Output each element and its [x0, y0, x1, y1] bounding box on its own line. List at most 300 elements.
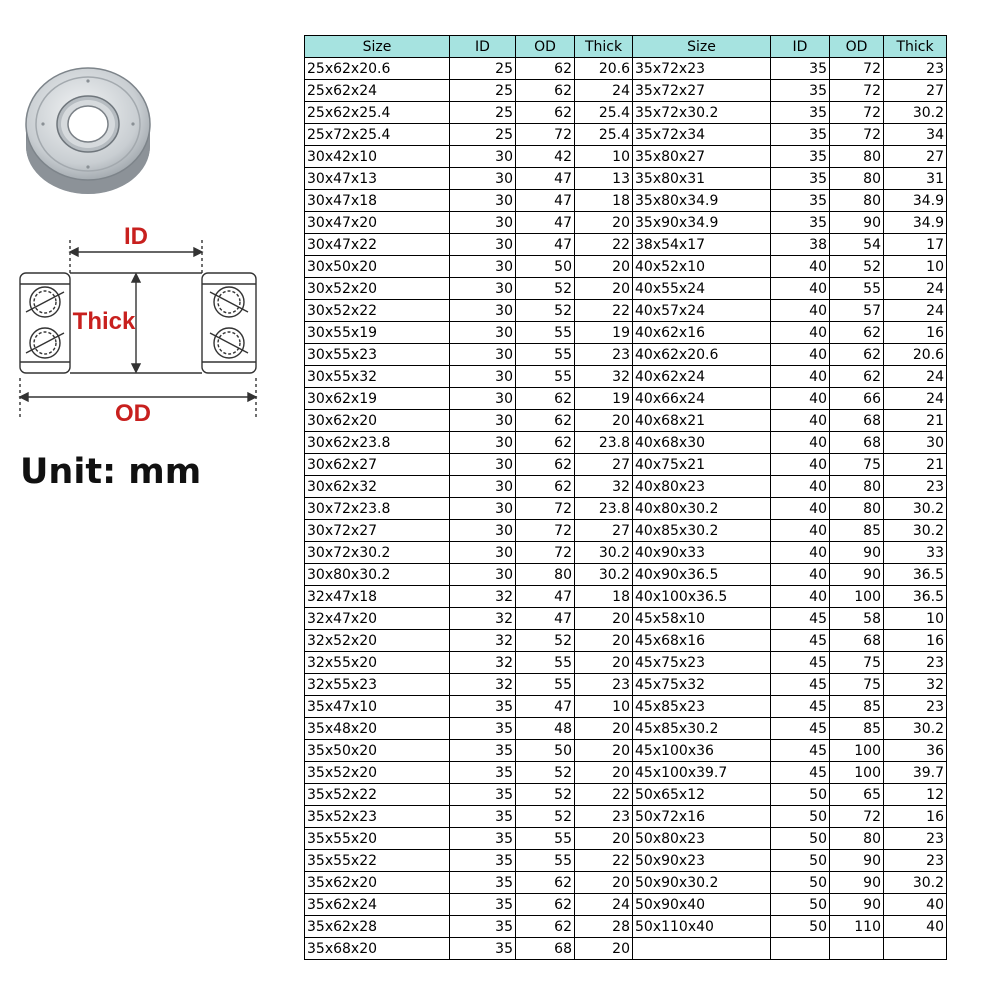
table-cell-size: 35x80x27 [633, 146, 771, 168]
table-cell-od: 90 [830, 212, 884, 234]
table-cell-thick: 20 [575, 652, 633, 674]
table-cell-id: 32 [450, 608, 516, 630]
table-cell-id: 45 [771, 762, 830, 784]
table-cell-size: 45x68x16 [633, 630, 771, 652]
table-row [305, 762, 947, 784]
table-cell-id: 50 [771, 828, 830, 850]
table-cell-size: 35x68x20 [305, 938, 450, 960]
table-cell-size: 50x72x16 [633, 806, 771, 828]
table-cell-id: 45 [771, 608, 830, 630]
table-cell-thick: 21 [884, 454, 947, 476]
table-row [305, 58, 947, 80]
table-row [305, 630, 947, 652]
table-cell-size: 35x55x20 [305, 828, 450, 850]
table-cell-size [633, 938, 771, 960]
table-cell-size: 40x90x36.5 [633, 564, 771, 586]
table-cell-od: 62 [516, 432, 575, 454]
table-cell-thick: 23.8 [575, 432, 633, 454]
table-cell-size: 30x62x32 [305, 476, 450, 498]
table-cell-id: 40 [771, 256, 830, 278]
table-cell-size: 35x48x20 [305, 718, 450, 740]
table-cell-id: 25 [450, 102, 516, 124]
table-row [305, 212, 947, 234]
table-cell-id: 30 [450, 432, 516, 454]
table-cell-od: 54 [830, 234, 884, 256]
bearing-cross-section-icon [8, 218, 270, 430]
table-cell-thick: 12 [884, 784, 947, 806]
table-cell-thick: 24 [884, 300, 947, 322]
table-cell-od: 55 [516, 322, 575, 344]
table-cell-id: 30 [450, 520, 516, 542]
table-cell-od: 80 [830, 828, 884, 850]
table-cell-size: 35x52x22 [305, 784, 450, 806]
table-cell-od: 80 [830, 476, 884, 498]
table-cell-thick: 23 [884, 850, 947, 872]
table-cell-od: 47 [516, 168, 575, 190]
table-cell-id: 32 [450, 652, 516, 674]
table-cell-size: 32x47x18 [305, 586, 450, 608]
table-cell-od: 110 [830, 916, 884, 938]
table-cell-od: 85 [830, 520, 884, 542]
table-cell-thick: 22 [575, 784, 633, 806]
table-cell-id: 25 [450, 58, 516, 80]
table-cell-thick: 23 [575, 806, 633, 828]
table-cell-size: 50x65x12 [633, 784, 771, 806]
table-row [305, 784, 947, 806]
table-cell-thick: 22 [575, 234, 633, 256]
ball-bearing-photo [18, 46, 158, 196]
table-cell-size: 40x90x33 [633, 542, 771, 564]
table-cell-id: 35 [771, 168, 830, 190]
table-cell-thick: 23 [884, 652, 947, 674]
table-cell-id: 50 [771, 894, 830, 916]
table-cell-od: 68 [830, 410, 884, 432]
table-cell-id: 50 [771, 872, 830, 894]
table-row [305, 146, 947, 168]
table-cell-thick: 21 [884, 410, 947, 432]
table-cell-size: 32x55x23 [305, 674, 450, 696]
table-cell-od: 57 [830, 300, 884, 322]
table-cell-od: 62 [516, 410, 575, 432]
column-header-thick-right: Thick [884, 36, 947, 58]
table-cell-thick: 27 [575, 520, 633, 542]
table-cell-id: 30 [450, 344, 516, 366]
table-cell-size: 30x55x19 [305, 322, 450, 344]
table-cell-od: 52 [516, 806, 575, 828]
column-header-size-left: Size [305, 36, 450, 58]
table-cell-size: 30x47x13 [305, 168, 450, 190]
table-cell-size: 35x80x31 [633, 168, 771, 190]
table-cell-id: 35 [450, 938, 516, 960]
table-cell-id: 38 [771, 234, 830, 256]
table-cell-id: 50 [771, 850, 830, 872]
table-cell-thick: 32 [575, 476, 633, 498]
table-cell-size: 45x85x23 [633, 696, 771, 718]
table-cell-od: 72 [830, 806, 884, 828]
table-cell-od: 62 [516, 916, 575, 938]
table-cell-size: 30x72x23.8 [305, 498, 450, 520]
table-row [305, 124, 947, 146]
table-cell-id: 32 [450, 674, 516, 696]
table-cell-od: 50 [516, 740, 575, 762]
id-label: ID [124, 223, 148, 250]
table-row [305, 366, 947, 388]
table-cell-id: 40 [771, 366, 830, 388]
table-cell-id: 35 [450, 784, 516, 806]
table-cell-thick: 23 [575, 674, 633, 696]
table-cell-od: 55 [516, 366, 575, 388]
table-cell-size: 40x80x23 [633, 476, 771, 498]
table-cell-od: 72 [516, 124, 575, 146]
table-cell-od: 72 [516, 542, 575, 564]
table-cell-size: 40x52x10 [633, 256, 771, 278]
table-cell-thick: 20 [575, 278, 633, 300]
table-cell-od: 80 [830, 498, 884, 520]
table-row [305, 696, 947, 718]
table-row [305, 916, 947, 938]
table-cell-od: 72 [516, 520, 575, 542]
table-cell-thick: 20 [575, 718, 633, 740]
table-cell-id: 30 [450, 322, 516, 344]
table-cell-od: 72 [830, 80, 884, 102]
table-cell-od: 62 [516, 476, 575, 498]
table-row [305, 454, 947, 476]
table-cell-od: 80 [516, 564, 575, 586]
table-cell-thick: 20 [575, 608, 633, 630]
table-cell-id: 35 [450, 850, 516, 872]
table-row [305, 388, 947, 410]
table-cell-id: 45 [771, 674, 830, 696]
table-row [305, 80, 947, 102]
table-row [305, 740, 947, 762]
table-cell-od: 55 [830, 278, 884, 300]
table-cell-id: 30 [450, 190, 516, 212]
table-cell-id: 40 [771, 564, 830, 586]
table-cell-od: 52 [516, 762, 575, 784]
table-cell-thick: 34.9 [884, 190, 947, 212]
table-cell-id [771, 938, 830, 960]
table-cell-od: 68 [516, 938, 575, 960]
table-cell-thick: 31 [884, 168, 947, 190]
table-row [305, 520, 947, 542]
table-cell-size: 30x62x23.8 [305, 432, 450, 454]
table-cell-id: 40 [771, 344, 830, 366]
table-row [305, 168, 947, 190]
table-cell-od: 85 [830, 696, 884, 718]
table-cell-size: 30x80x30.2 [305, 564, 450, 586]
table-row [305, 652, 947, 674]
table-cell-size: 45x75x23 [633, 652, 771, 674]
table-cell-od: 66 [830, 388, 884, 410]
table-cell-thick: 22 [575, 300, 633, 322]
table-cell-size: 35x80x34.9 [633, 190, 771, 212]
table-cell-od: 75 [830, 652, 884, 674]
table-cell-size: 40x85x30.2 [633, 520, 771, 542]
table-cell-od: 47 [516, 212, 575, 234]
table-cell-id: 50 [771, 806, 830, 828]
table-cell-od: 72 [830, 58, 884, 80]
table-cell-od: 52 [516, 784, 575, 806]
table-cell-thick: 10 [575, 696, 633, 718]
table-cell-od: 55 [516, 828, 575, 850]
table-cell-od: 52 [516, 630, 575, 652]
table-cell-id: 30 [450, 278, 516, 300]
table-cell-thick: 23 [884, 696, 947, 718]
table-cell-size: 40x62x20.6 [633, 344, 771, 366]
table-cell-id: 30 [450, 564, 516, 586]
table-cell-od: 62 [516, 454, 575, 476]
table-cell-id: 25 [450, 80, 516, 102]
table-cell-od: 52 [830, 256, 884, 278]
table-cell-size: 30x52x22 [305, 300, 450, 322]
table-cell-size: 35x55x22 [305, 850, 450, 872]
table-cell-size: 32x55x20 [305, 652, 450, 674]
table-cell-od: 90 [830, 850, 884, 872]
table-cell-thick: 24 [884, 278, 947, 300]
table-cell-thick: 16 [884, 322, 947, 344]
table-cell-thick: 30.2 [884, 718, 947, 740]
table-row [305, 564, 947, 586]
table-cell-od: 100 [830, 586, 884, 608]
table-cell-thick: 16 [884, 630, 947, 652]
table-cell-od: 47 [516, 234, 575, 256]
table-cell-thick: 20 [575, 828, 633, 850]
table-cell-od: 62 [830, 366, 884, 388]
table-cell-od: 55 [516, 652, 575, 674]
table-cell-thick: 24 [884, 388, 947, 410]
table-cell-size: 30x47x20 [305, 212, 450, 234]
table-cell-size: 35x52x20 [305, 762, 450, 784]
table-cell-id: 35 [771, 190, 830, 212]
table-cell-od: 65 [830, 784, 884, 806]
table-cell-size: 25x62x25.4 [305, 102, 450, 124]
table-row [305, 300, 947, 322]
table-cell-id: 30 [450, 234, 516, 256]
table-cell-size: 30x50x20 [305, 256, 450, 278]
table-cell-id: 35 [771, 102, 830, 124]
table-cell-od: 52 [516, 300, 575, 322]
table-cell-id: 40 [771, 432, 830, 454]
table-cell-thick: 19 [575, 388, 633, 410]
table-cell-id: 35 [450, 806, 516, 828]
table-cell-id: 40 [771, 322, 830, 344]
table-cell-size: 30x72x30.2 [305, 542, 450, 564]
table-row [305, 894, 947, 916]
table-row [305, 674, 947, 696]
column-header-od-left: OD [516, 36, 575, 58]
column-header-id-left: ID [450, 36, 516, 58]
table-row [305, 278, 947, 300]
table-cell-thick: 20.6 [575, 58, 633, 80]
table-cell-id: 32 [450, 630, 516, 652]
table-cell-od: 52 [516, 278, 575, 300]
table-cell-size: 30x62x20 [305, 410, 450, 432]
table-cell-thick: 23.8 [575, 498, 633, 520]
table-cell-od: 62 [830, 322, 884, 344]
table-cell-size: 40x75x21 [633, 454, 771, 476]
table-cell-thick: 39.7 [884, 762, 947, 784]
table-cell-thick: 30.2 [884, 872, 947, 894]
table-cell-od: 62 [516, 388, 575, 410]
table-cell-size: 30x52x20 [305, 278, 450, 300]
table-cell-size: 40x57x24 [633, 300, 771, 322]
table-cell-size: 30x72x27 [305, 520, 450, 542]
table-cell-thick: 20 [575, 938, 633, 960]
table-cell-id: 30 [450, 454, 516, 476]
table-cell-od: 72 [830, 102, 884, 124]
table-row [305, 234, 947, 256]
table-cell-id: 35 [771, 80, 830, 102]
table-cell-od: 75 [830, 674, 884, 696]
table-cell-thick [884, 938, 947, 960]
table-cell-thick: 20.6 [884, 344, 947, 366]
column-header-thick-left: Thick [575, 36, 633, 58]
table-cell-thick: 20 [575, 740, 633, 762]
table-cell-size: 38x54x17 [633, 234, 771, 256]
table-cell-od: 47 [516, 696, 575, 718]
table-cell-size: 40x62x24 [633, 366, 771, 388]
table-row [305, 938, 947, 960]
table-cell-id: 35 [771, 58, 830, 80]
table-cell-size: 35x90x34.9 [633, 212, 771, 234]
table-cell-thick: 13 [575, 168, 633, 190]
table-cell-size: 35x62x20 [305, 872, 450, 894]
table-cell-id: 35 [450, 696, 516, 718]
table-cell-id: 30 [450, 410, 516, 432]
table-cell-size: 35x72x30.2 [633, 102, 771, 124]
table-cell-thick: 24 [575, 80, 633, 102]
table-row [305, 850, 947, 872]
table-row [305, 498, 947, 520]
table-cell-thick: 10 [884, 256, 947, 278]
table-cell-thick: 36.5 [884, 564, 947, 586]
table-cell-thick: 36.5 [884, 586, 947, 608]
table-cell-id: 40 [771, 498, 830, 520]
table-cell-thick: 30 [884, 432, 947, 454]
table-cell-od: 80 [830, 190, 884, 212]
table-cell-thick: 25.4 [575, 102, 633, 124]
table-cell-size: 45x100x39.7 [633, 762, 771, 784]
table-cell-od: 47 [516, 608, 575, 630]
table-cell-od: 58 [830, 608, 884, 630]
table-cell-thick: 30.2 [884, 520, 947, 542]
table-cell-size: 50x90x23 [633, 850, 771, 872]
table-cell-id: 35 [771, 212, 830, 234]
table-cell-size: 35x62x24 [305, 894, 450, 916]
table-cell-od: 62 [830, 344, 884, 366]
table-cell-size: 25x62x20.6 [305, 58, 450, 80]
table-cell-thick: 32 [884, 674, 947, 696]
table-cell-id: 40 [771, 300, 830, 322]
table-cell-thick: 32 [575, 366, 633, 388]
table-cell-thick: 40 [884, 894, 947, 916]
table-row [305, 872, 947, 894]
table-cell-thick: 28 [575, 916, 633, 938]
table-cell-size: 25x72x25.4 [305, 124, 450, 146]
table-cell-size: 30x55x32 [305, 366, 450, 388]
table-row [305, 542, 947, 564]
table-cell-id: 45 [771, 718, 830, 740]
table-cell-size: 30x55x23 [305, 344, 450, 366]
table-cell-size: 35x47x10 [305, 696, 450, 718]
table-cell-od: 55 [516, 850, 575, 872]
table-row [305, 608, 947, 630]
table-cell-od: 62 [516, 872, 575, 894]
table-cell-thick: 18 [575, 190, 633, 212]
table-cell-size: 45x75x32 [633, 674, 771, 696]
table-cell-id: 50 [771, 916, 830, 938]
table-cell-od: 72 [516, 498, 575, 520]
table-cell-size: 40x66x24 [633, 388, 771, 410]
thick-label: Thick [72, 308, 136, 335]
table-cell-size: 35x72x34 [633, 124, 771, 146]
table-cell-id: 30 [450, 366, 516, 388]
table-cell-od: 48 [516, 718, 575, 740]
table-row [305, 256, 947, 278]
table-cell-size: 35x50x20 [305, 740, 450, 762]
table-cell-id: 35 [450, 894, 516, 916]
table-cell-id: 40 [771, 388, 830, 410]
unit-label: Unit: mm [20, 452, 202, 492]
table-cell-size: 45x58x10 [633, 608, 771, 630]
table-cell-id: 40 [771, 410, 830, 432]
table-cell-thick: 16 [884, 806, 947, 828]
table-cell-size: 30x47x22 [305, 234, 450, 256]
table-cell-id: 40 [771, 586, 830, 608]
table-cell-id: 40 [771, 454, 830, 476]
column-header-id-right: ID [771, 36, 830, 58]
table-cell-size: 35x52x23 [305, 806, 450, 828]
table-cell-thick: 10 [884, 608, 947, 630]
table-cell-id: 30 [450, 168, 516, 190]
table-cell-thick: 20 [575, 762, 633, 784]
table-cell-thick: 30.2 [575, 564, 633, 586]
table-cell-thick: 18 [575, 586, 633, 608]
table-row [305, 190, 947, 212]
table-cell-od: 90 [830, 872, 884, 894]
table-cell-size: 40x100x36.5 [633, 586, 771, 608]
ball-bearing-icon [18, 46, 158, 196]
table-cell-size: 32x52x20 [305, 630, 450, 652]
table-cell-od [830, 938, 884, 960]
table-cell-size: 40x68x21 [633, 410, 771, 432]
table-cell-id: 50 [771, 784, 830, 806]
table-cell-size: 50x80x23 [633, 828, 771, 850]
table-header-row [305, 36, 947, 58]
table-cell-thick: 19 [575, 322, 633, 344]
table-row [305, 718, 947, 740]
table-cell-size: 35x62x28 [305, 916, 450, 938]
table-cell-thick: 20 [575, 256, 633, 278]
table-cell-thick: 30.2 [884, 498, 947, 520]
table-cell-od: 55 [516, 674, 575, 696]
table-cell-size: 40x80x30.2 [633, 498, 771, 520]
table-cell-od: 42 [516, 146, 575, 168]
table-cell-thick: 34 [884, 124, 947, 146]
table-cell-id: 30 [450, 256, 516, 278]
table-cell-thick: 30.2 [575, 542, 633, 564]
table-cell-thick: 24 [575, 894, 633, 916]
table-cell-od: 68 [830, 432, 884, 454]
table-cell-size: 32x47x20 [305, 608, 450, 630]
table-cell-thick: 20 [575, 212, 633, 234]
table-row [305, 586, 947, 608]
table-cell-thick: 24 [884, 366, 947, 388]
table-cell-thick: 27 [884, 146, 947, 168]
table-cell-od: 62 [516, 80, 575, 102]
table-cell-od: 55 [516, 344, 575, 366]
column-header-size-right: Size [633, 36, 771, 58]
